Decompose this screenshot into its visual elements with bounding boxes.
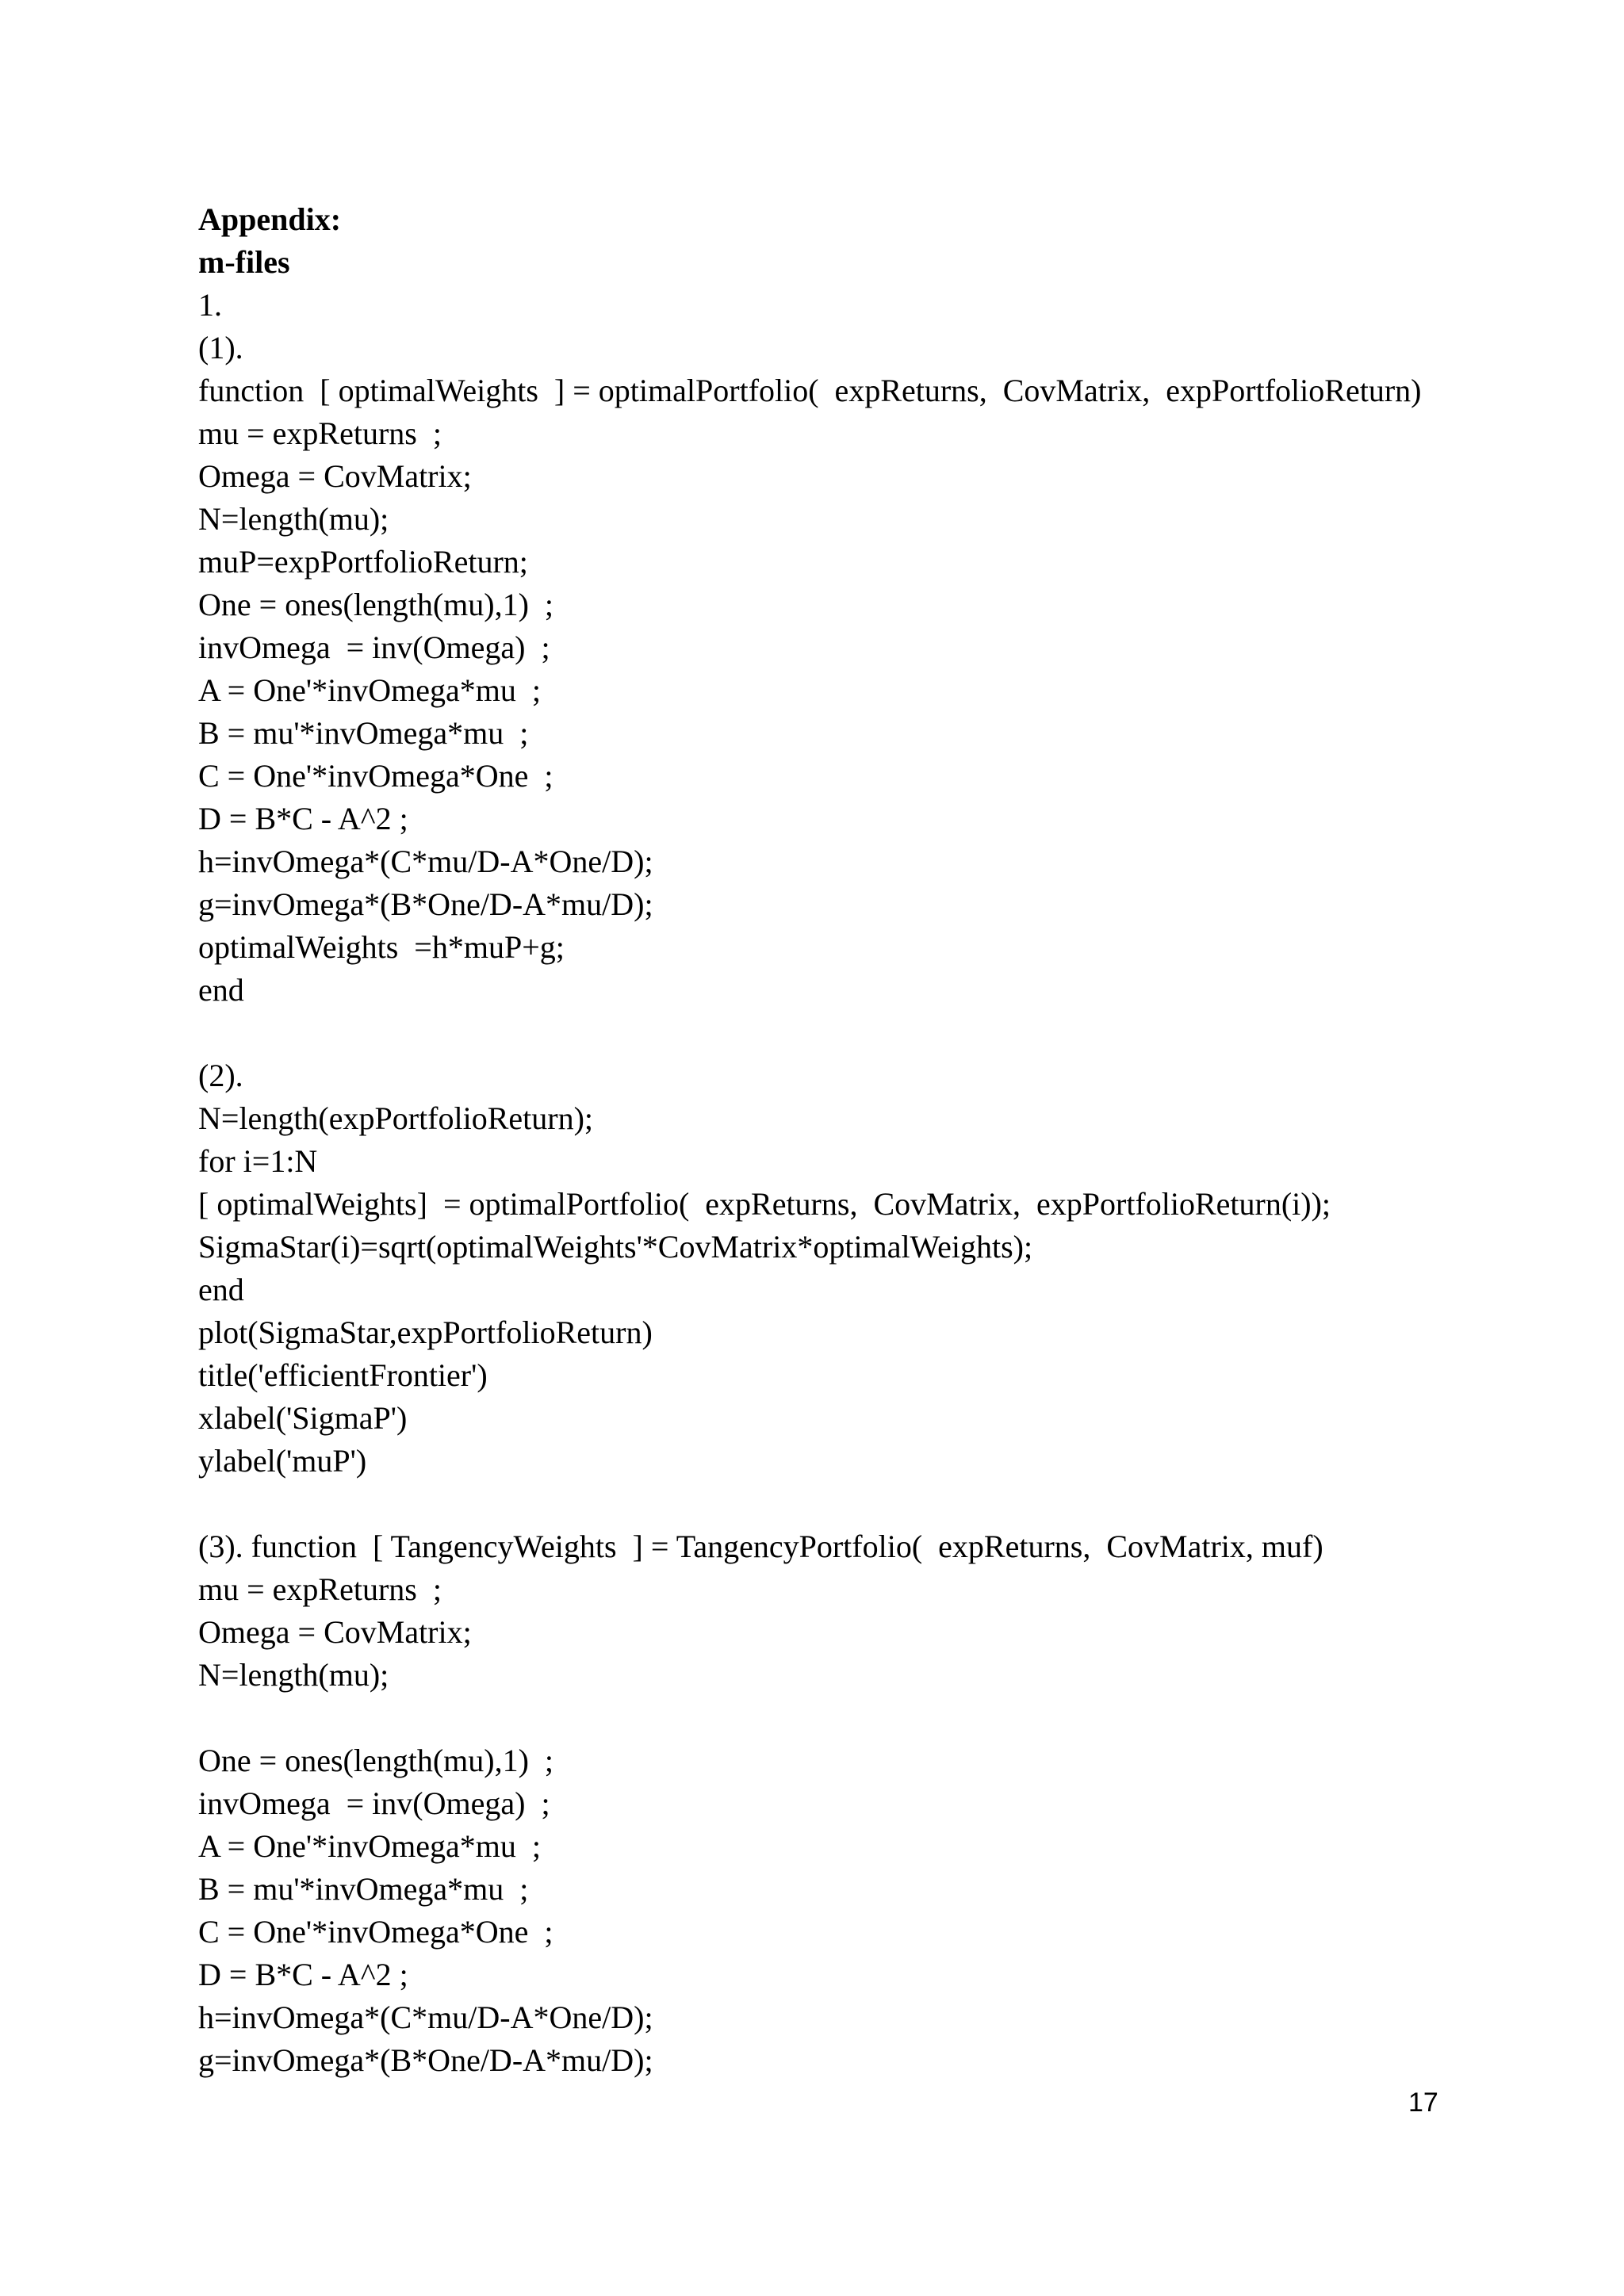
- code-line: mu = expReturns ;: [198, 415, 442, 451]
- appendix-heading: Appendix:: [198, 201, 342, 237]
- section-number: 1.: [198, 287, 222, 323]
- code-line: Omega = CovMatrix;: [198, 458, 472, 494]
- code-line: h=invOmega*(C*mu/D-A*One/D);: [198, 844, 653, 879]
- code-line: D = B*C - A^2 ;: [198, 801, 408, 836]
- blank-line: [198, 1483, 1467, 1525]
- blank-line: [198, 1697, 1467, 1739]
- code-line: [ optimalWeights] = optimalPortfolio( expReturns, CovMatrix, expPortfolioReturn(i));: [198, 1186, 1331, 1222]
- code-line: h=invOmega*(C*mu/D-A*One/D);: [198, 1999, 653, 2035]
- code-line: (3). function [ TangencyWeights ] = TangencyPortfolio( expReturns, CovMatrix, muf): [198, 1529, 1323, 1564]
- code-line: ylabel('muP'): [198, 1443, 367, 1479]
- code-line: One = ones(length(mu),1) ;: [198, 1743, 554, 1778]
- code-line: xlabel('SigmaP'): [198, 1400, 408, 1436]
- code-line: C = One'*invOmega*One ;: [198, 1914, 553, 1950]
- code-line: A = One'*invOmega*mu ;: [198, 1828, 541, 1864]
- code-line: end: [198, 1272, 244, 1307]
- code-line: invOmega = inv(Omega) ;: [198, 629, 550, 665]
- code-line: SigmaStar(i)=sqrt(optimalWeights'*CovMatrix*optimalWeights);: [198, 1229, 1033, 1265]
- code-line: for i=1:N: [198, 1143, 318, 1179]
- code-line: B = mu'*invOmega*mu ;: [198, 1871, 529, 1907]
- code-line: title('efficientFrontier'): [198, 1357, 488, 1393]
- code-line: N=length(expPortfolioReturn);: [198, 1100, 594, 1136]
- code-line: N=length(mu);: [198, 501, 389, 537]
- page-content: [198, 198, 1467, 2082]
- part1-code-block: [198, 369, 1467, 1012]
- part2-label: (2).: [198, 1058, 243, 1093]
- code-line: muP=expPortfolioReturn;: [198, 544, 528, 580]
- part3-code-block: [198, 1525, 1467, 2082]
- code-line: One = ones(length(mu),1) ;: [198, 587, 554, 622]
- code-line: optimalWeights =h*muP+g;: [198, 929, 565, 965]
- page-number: 17: [1408, 2087, 1438, 2118]
- code-line: invOmega = inv(Omega) ;: [198, 1785, 550, 1821]
- code-line: g=invOmega*(B*One/D-A*mu/D);: [198, 2042, 653, 2078]
- code-line: mu = expReturns ;: [198, 1571, 442, 1607]
- blank-line: [198, 1012, 1467, 1054]
- code-line: D = B*C - A^2 ;: [198, 1957, 408, 1992]
- code-line: Omega = CovMatrix;: [198, 1614, 472, 1650]
- code-line: N=length(mu);: [198, 1657, 389, 1693]
- code-line: end: [198, 972, 244, 1008]
- code-line: plot(SigmaStar,expPortfolioReturn): [198, 1314, 653, 1350]
- code-line: C = One'*invOmega*One ;: [198, 758, 553, 794]
- code-line: function [ optimalWeights ] = optimalPortfolio( expReturns, CovMatrix, expPortfolioReturn): [198, 373, 1422, 408]
- code-line: B = mu'*invOmega*mu ;: [198, 715, 529, 751]
- part2-code-block: [198, 1097, 1467, 1483]
- code-line: g=invOmega*(B*One/D-A*mu/D);: [198, 886, 653, 922]
- part1-label: (1).: [198, 330, 243, 365]
- mfiles-heading: m-files: [198, 244, 290, 280]
- code-line: A = One'*invOmega*mu ;: [198, 672, 541, 708]
